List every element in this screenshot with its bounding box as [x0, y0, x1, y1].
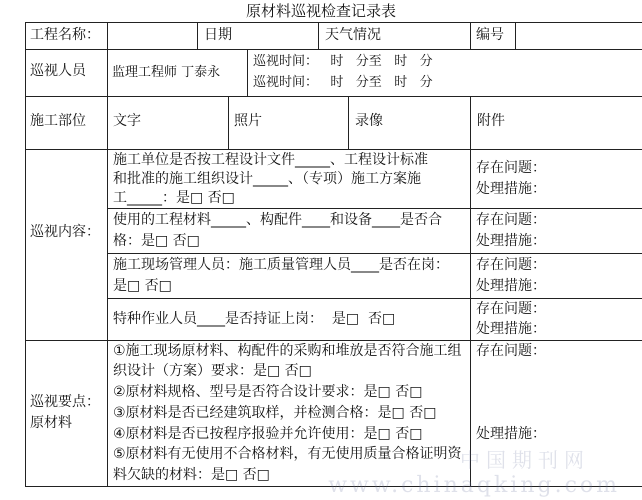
table-rule — [25, 49, 642, 50]
points-line: ④原材料是否已按程序报验并允许使用：是□ 否□ — [113, 426, 423, 442]
table-rule — [197, 22, 198, 49]
content-item-4-line: 特种作业人员____是否持证上岗： 是□ 否□ — [113, 311, 396, 327]
table-rule — [470, 22, 471, 49]
measure-label: 处理措施： — [476, 278, 546, 294]
problem-label: 存在问题： — [476, 160, 546, 176]
form-title: 原材料巡视检查记录表 — [245, 2, 396, 20]
table-border-left — [25, 22, 26, 487]
points-line: ①施工现场原材料、构配件的采购和堆放是否符合施工组 — [113, 343, 462, 359]
content-item-1-line: 施工单位是否按工程设计文件_____、工程设计标准 — [113, 152, 428, 168]
content-item-3-line: 施工现场管理人员：施工质量管理人员____是否在岗： — [113, 257, 449, 273]
measure-label: 处理措施： — [476, 181, 546, 197]
content-item-1-line: 和批准的施工组织设计_____、（专项）施工方案施 — [113, 171, 421, 187]
measure-label: 处理措施： — [476, 321, 546, 337]
table-rule — [318, 22, 319, 49]
project-name-label: 工程名称： — [30, 27, 100, 43]
inspection-time-1: 巡视时间： 时 分至 时 分 — [253, 54, 433, 69]
watermark-cn: 中国期刊网 — [460, 448, 590, 472]
inspection-time-2: 巡视时间： 时 分至 时 分 — [253, 75, 433, 90]
table-rule — [107, 22, 108, 487]
table-border-top — [25, 22, 642, 23]
content-label: 巡视内容： — [30, 224, 100, 240]
table-rule — [228, 96, 229, 149]
problem-label: 存在问题： — [476, 301, 546, 317]
content-item-2-line: 使用的工程材料_____、构配件____和设备____是否合 — [113, 212, 442, 228]
problem-label: 存在问题： — [476, 343, 546, 359]
content-item-2-line: 格：是□ 否□ — [113, 233, 200, 249]
table-rule — [348, 96, 349, 149]
attachment-label: 附件 — [477, 113, 505, 129]
text-label: 文字 — [113, 113, 141, 129]
problem-label: 存在问题： — [476, 257, 546, 273]
table-rule — [25, 96, 642, 97]
inspector-label: 巡视人员 — [30, 63, 86, 79]
table-rule — [470, 96, 471, 487]
content-item-1-line: 工_____：是□ 否□ — [113, 190, 235, 206]
date-label: 日期 — [204, 27, 232, 43]
video-label: 录像 — [355, 113, 383, 129]
engineer-name: 监理工程师 丁泰永 — [112, 65, 221, 80]
points-sublabel: 原材料 — [30, 415, 72, 431]
measure-label: 处理措施： — [476, 233, 546, 249]
points-line: 料欠缺的材料：是□ 否□ — [113, 467, 270, 483]
number-label: 编号 — [476, 27, 504, 43]
points-line: ⑤原材料有无使用不合格材料，有无使用质量合格证明资 — [113, 446, 462, 462]
points-line: ③原材料是否已经建筑取样，并检测合格：是□ 否□ — [113, 405, 437, 421]
location-label: 施工部位 — [30, 113, 86, 129]
measure-label: 处理措施： — [476, 426, 546, 442]
table-rule — [247, 49, 248, 96]
site-watermark — [328, 444, 620, 498]
content-item-3-line: 是□ 否□ — [113, 278, 172, 294]
table-rule — [107, 253, 642, 254]
weather-label: 天气情况 — [325, 27, 381, 43]
points-label: 巡视要点： — [30, 394, 100, 410]
points-line: ②原材料规格、型号是否符合设计要求：是□ 否□ — [113, 384, 423, 400]
table-rule — [107, 298, 642, 299]
problem-label: 存在问题： — [476, 212, 546, 228]
watermark-url: www.chinaqking.com — [328, 473, 620, 498]
points-line: 织设计（方案）要求：是□ 否□ — [113, 363, 312, 379]
photo-label: 照片 — [234, 113, 262, 129]
table-rule — [515, 22, 516, 49]
